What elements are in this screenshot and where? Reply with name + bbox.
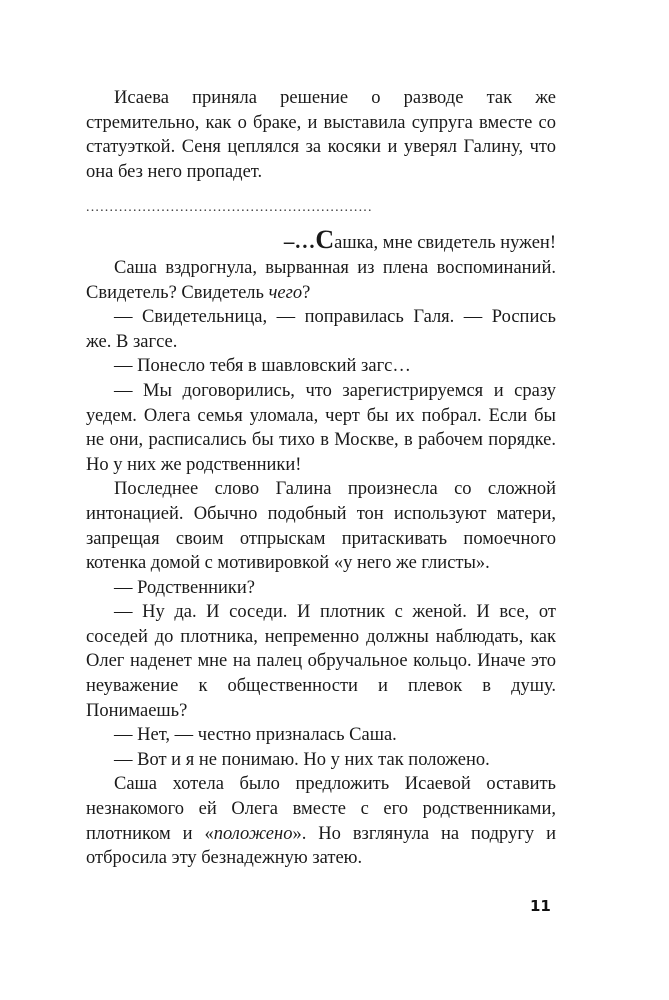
chapter-lead-line (86, 225, 556, 256)
paragraph-text: Саша хотела было предложить Исаевой оставить незнакомого ей Олега вместе с его родственниками, плотником и « (86, 774, 556, 844)
book-page (86, 86, 556, 871)
dialogue-line: — Вот и я не понимаю. Но у них так положено. (114, 749, 490, 770)
dialogue-line: — Нет, — честно призналась Саша. (114, 725, 397, 746)
intro-paragraph: Исаева приняла решение о разводе так же стремительно, как о браке, и выставила супруга вместе со статуэткой. Сеня цеплялся за косяки и уверял Галину, что она без него пропадет. (86, 88, 556, 182)
paragraph-text: Саша вздрогнула, вырванная из плена воспоминаний. Свидетель? Свидетель (86, 257, 556, 303)
lead-dash: –… (283, 229, 316, 254)
paragraph (86, 256, 556, 305)
page-number: 11 (530, 897, 551, 915)
dialogue-line: — Родственники? (114, 577, 256, 598)
emphasis: положено (213, 823, 293, 844)
paragraph (86, 772, 556, 870)
emphasis: чего (268, 282, 303, 303)
dialogue-line: — Свидетельница, — поправилась Галя. — Роспись же. В загсе. (86, 307, 556, 352)
paragraph-text: ». Но взглянула на подругу и отбросила эту безнадежную затею. (86, 823, 556, 869)
dialogue-line: — Мы договорились, что зарегистрируемся и сразу уедем. Олега семья уломала, черт бы их побрал. Если бы не они, расписались бы тихо в Москве, в рабочем порядке. Но у них же родственники! (86, 380, 556, 475)
lead-text: ашка, мне свидетель нужен! (334, 233, 556, 254)
dialogue-line: — Ну да. И соседи. И плотник с женой. И все, от соседей до плотника, непременно должны наблюдать, как Олег наденет мне на палец обручальное кольцо. Иначе это неуважение к общественности и плевок в душу. Понимаешь? (86, 602, 556, 721)
dialogue-line: — Понесло тебя в шавловский загс… (114, 356, 411, 377)
paragraph: Последнее слово Галина произнесла со сложной интонацией. Обычно подобный тон используют матери, запрещая своим отпрыскам притаскивать помоечного котенка домой с мотивировкой «у него же глисты». (86, 479, 556, 574)
lead-drop-letter: С (315, 225, 335, 255)
section-separator: ............................................................. (86, 200, 373, 216)
paragraph-text: ? (302, 282, 311, 303)
